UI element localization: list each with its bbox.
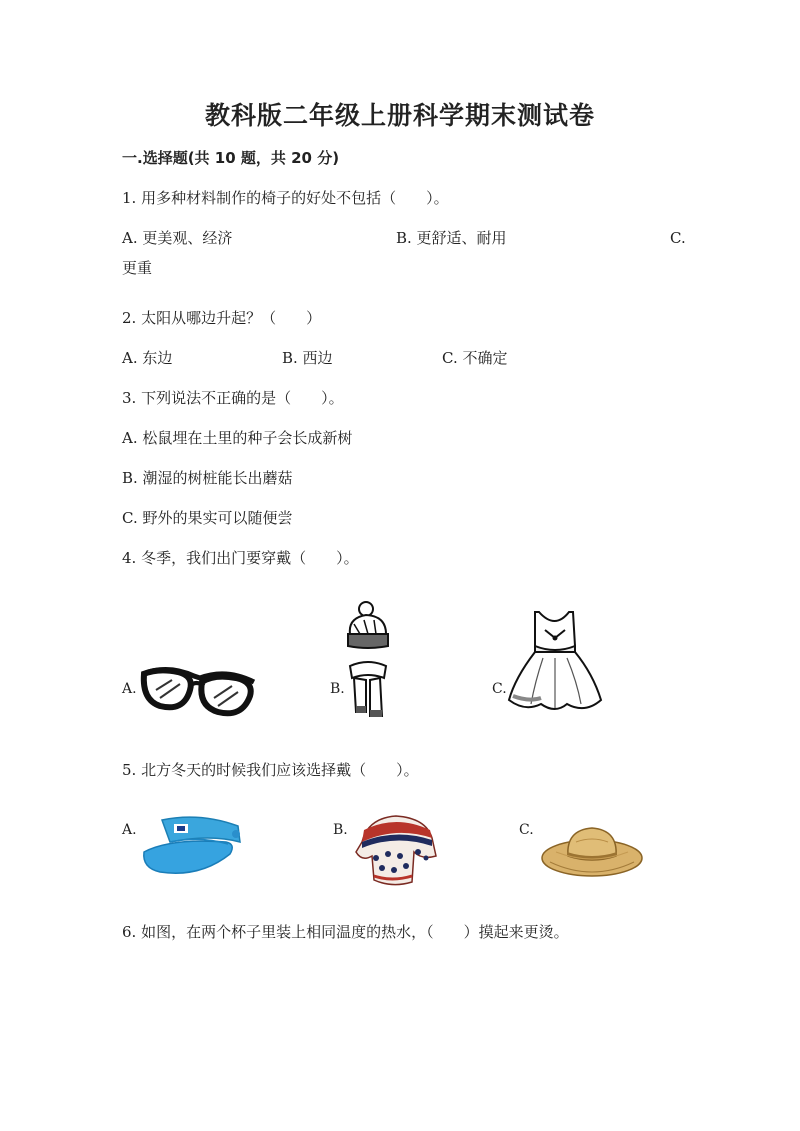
question-4-option-a-label: A. <box>122 681 137 697</box>
question-6-stem: 6. 如图，在两个杯子里装上相同温度的热水，（ ）摸起来更烫。 <box>122 923 569 941</box>
question-5-option-b-label: B. <box>333 822 348 838</box>
exam-title: 教科版二年级上册科学期末测试卷 <box>204 101 595 130</box>
question-4-option-c-label: C. <box>492 681 507 697</box>
question-1-option-c-letter: C. <box>670 229 686 247</box>
question-2-option-c: C. 不确定 <box>442 349 508 367</box>
question-1-option-b: B. 更舒适、耐用 <box>396 229 507 247</box>
hat-and-scarf-icon <box>340 600 396 720</box>
question-2-stem: 2. 太阳从哪边升起？（ ） <box>122 309 322 327</box>
question-5-option-a-label: A. <box>122 822 137 838</box>
question-1-option-a: A. 更美观、经济 <box>122 229 233 247</box>
question-3-option-c: C. 野外的果实可以随便尝 <box>122 509 293 527</box>
knit-winter-hat-icon <box>352 812 438 888</box>
question-5-option-c-label: C. <box>519 822 534 838</box>
straw-hat-icon <box>540 822 644 882</box>
section-heading: 一.选择题(共 10 题，共 20 分) <box>122 149 340 167</box>
question-3-option-b: B. 潮湿的树桩能长出蘑菇 <box>122 469 293 487</box>
blue-visor-cap-icon <box>140 812 246 878</box>
question-3-option-a: A. 松鼠埋在土里的种子会长成新树 <box>122 429 353 447</box>
glasses-icon <box>138 660 258 720</box>
question-1-option-c-text: 更重 <box>122 259 153 277</box>
question-3-stem: 3. 下列说法不正确的是（ ）。 <box>122 389 344 407</box>
question-2-option-a: A. 东边 <box>122 349 173 367</box>
question-2-option-b: B. 西边 <box>282 349 333 367</box>
dress-icon <box>505 608 605 718</box>
question-4-option-b-label: B. <box>330 681 345 697</box>
question-5-stem: 5. 北方冬天的时候我们应该选择戴（ ）。 <box>122 761 419 779</box>
question-4-stem: 4. 冬季，我们出门要穿戴（ ）。 <box>122 549 359 567</box>
question-1-stem: 1. 用多种材料制作的椅子的好处不包括（ ）。 <box>122 189 449 207</box>
